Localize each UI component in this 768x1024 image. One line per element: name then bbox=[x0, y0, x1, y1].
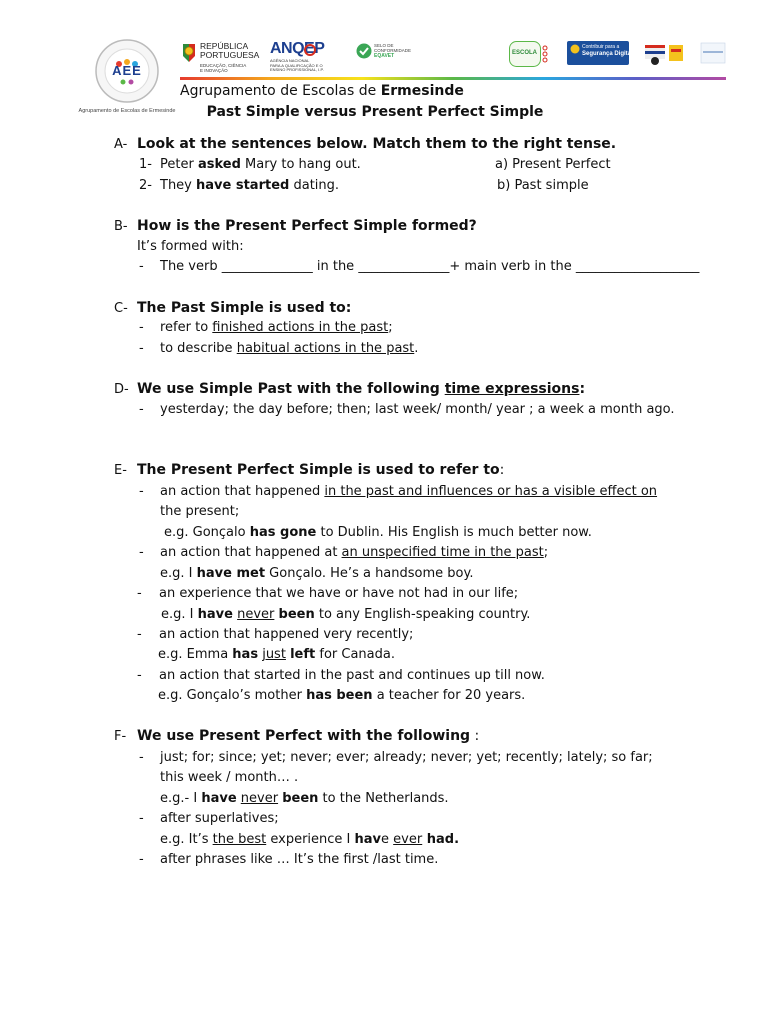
section-letter: D- bbox=[114, 382, 129, 397]
bullet-dash: - bbox=[139, 341, 144, 356]
bullet-dash: - bbox=[137, 586, 142, 601]
seguranca-digital-logo bbox=[567, 41, 633, 65]
sentence-number: 2- bbox=[139, 178, 152, 193]
section-letter: F- bbox=[114, 729, 127, 744]
bullet-item: an action that happened at an unspecified time in the past; bbox=[160, 545, 549, 560]
bullet-dash: - bbox=[139, 320, 144, 335]
aee-logo-ring-text: Agrupamento de Escolas de Ermesinde bbox=[78, 108, 176, 114]
seguranca-line2: Segurança Digital bbox=[582, 51, 633, 57]
option-a: a) Present Perfect bbox=[495, 157, 611, 172]
republica-sub2: E INOVAÇÃO bbox=[200, 68, 228, 73]
aee-logo bbox=[78, 38, 176, 114]
bullet-item: after phrases like … It’s the first /last time. bbox=[160, 852, 439, 867]
bullet-dash: - bbox=[139, 484, 144, 499]
anqep-q-mark-icon bbox=[303, 43, 317, 57]
republica-sub1: EDUCAÇÃO, CIÊNCIA bbox=[200, 63, 247, 68]
checkmark-seal-icon bbox=[356, 43, 372, 59]
bullet-item: refer to finished actions in the past; bbox=[160, 320, 393, 335]
bullet-dash: - bbox=[139, 259, 144, 274]
section-letter: E- bbox=[114, 463, 127, 478]
bullet-item: just; for; since; yet; never; ever; already; never; yet; recently; lately; so far; bbox=[160, 750, 653, 765]
bullet-item: yesterday; the day before; then; last week/ month/ year ; a week a month ago. bbox=[160, 402, 675, 417]
bullet-dash: - bbox=[139, 545, 144, 560]
section-letter: B- bbox=[114, 219, 128, 234]
section-heading: The Past Simple is used to: bbox=[137, 300, 352, 316]
eqavet-line1: SELO DE bbox=[374, 43, 394, 48]
eqavet-seal bbox=[356, 42, 416, 64]
sentence-1: Peter asked Mary to hang out. bbox=[160, 157, 361, 172]
bullet-item: an action that happened very recently; bbox=[159, 627, 414, 642]
anqep-wordmark: ANQEP bbox=[270, 40, 325, 57]
republica-line1: REPÚBLICA bbox=[200, 41, 249, 51]
bullet-item: an action that started in the past and continues up till now. bbox=[159, 668, 545, 683]
example: e.g. Gonçalo’s mother has been a teacher for 20 years. bbox=[158, 688, 526, 703]
seguranca-line1: Contribuir para a bbox=[582, 44, 620, 50]
eqavet-line3: EQAVET bbox=[374, 53, 395, 59]
anqep-sub1: AGÊNCIA NACIONAL bbox=[270, 58, 310, 63]
section-heading: The Present Perfect Simple is used to refer to: bbox=[137, 462, 505, 478]
partner-badges bbox=[645, 41, 727, 67]
section-heading: Look at the sentences below. Match them to the right tense. bbox=[137, 136, 617, 152]
section-heading: How is the Present Perfect Simple formed? bbox=[137, 218, 477, 234]
bullet-item: an experience that we have or have not had in our life; bbox=[159, 586, 519, 601]
escola-badge-text: ESCOLA bbox=[512, 50, 538, 56]
bullet-dash: - bbox=[137, 668, 142, 683]
aee-logo-initials: AEE bbox=[112, 63, 142, 78]
bullet-dash: - bbox=[137, 627, 142, 642]
bullet-dash: - bbox=[139, 750, 144, 765]
rainbow-divider bbox=[180, 77, 726, 80]
example: e.g. I have met Gonçalo. He’s a handsome boy. bbox=[160, 566, 474, 581]
bullet-dash: - bbox=[139, 402, 144, 417]
escola-badge bbox=[509, 41, 549, 67]
anqep-logo bbox=[270, 40, 342, 72]
portugal-flag-icon bbox=[180, 42, 198, 64]
section-heading: We use Simple Past with the following time expressions: bbox=[137, 381, 586, 397]
section-letter: A- bbox=[114, 137, 128, 152]
shield-icon bbox=[570, 44, 580, 54]
eqavet-line2: CONFORMIDADE bbox=[374, 48, 411, 53]
bullet-item: after superlatives; bbox=[160, 811, 279, 826]
school-name bbox=[180, 82, 464, 100]
anqep-sub2: PARA A QUALIFICAÇÃO E O bbox=[270, 62, 323, 68]
example: e.g. Gonçalo has gone to Dublin. His English is much better now. bbox=[164, 525, 592, 540]
section-heading: We use Present Perfect with the following : bbox=[137, 728, 480, 744]
section-letter: C- bbox=[114, 301, 128, 316]
text-line: It’s formed with: bbox=[137, 239, 244, 254]
bullet-continuation: this week / month… . bbox=[160, 770, 299, 785]
option-b: b) Past simple bbox=[497, 178, 589, 193]
sentence-2: They have started dating. bbox=[160, 178, 340, 193]
example: e.g. I have never been to any English-speaking country. bbox=[161, 607, 531, 622]
bullet-dash: - bbox=[139, 811, 144, 826]
bullet-continuation: the present; bbox=[160, 504, 240, 519]
republica-portuguesa-logo bbox=[180, 42, 260, 76]
bullet-item: an action that happened in the past and influences or has a visible effect on bbox=[160, 484, 658, 499]
bullet-dash: - bbox=[139, 852, 144, 867]
anqep-sub3: ENSINO PROFISSIONAL, I.P. bbox=[270, 67, 324, 72]
republica-line2: PORTUGUESA bbox=[200, 50, 260, 60]
sentence-number: 1- bbox=[139, 157, 152, 172]
fill-in-blanks: The verb ______________ in the ______________+ main verb in the ___________________ bbox=[160, 259, 700, 274]
example: e.g.- I have never been to the Netherlands. bbox=[160, 791, 449, 806]
example: e.g. It’s the best experience I have ever had. bbox=[160, 832, 460, 847]
bullet-item: to describe habitual actions in the past. bbox=[160, 341, 419, 356]
document-title: Past Simple versus Present Perfect Simple bbox=[206, 104, 544, 120]
partner-flags-icon bbox=[645, 41, 727, 67]
school-name-bold: Ermesinde bbox=[380, 83, 464, 99]
school-name-prefix: Agrupamento de Escolas de bbox=[180, 83, 381, 99]
example: e.g. Emma has just left for Canada. bbox=[158, 647, 395, 662]
